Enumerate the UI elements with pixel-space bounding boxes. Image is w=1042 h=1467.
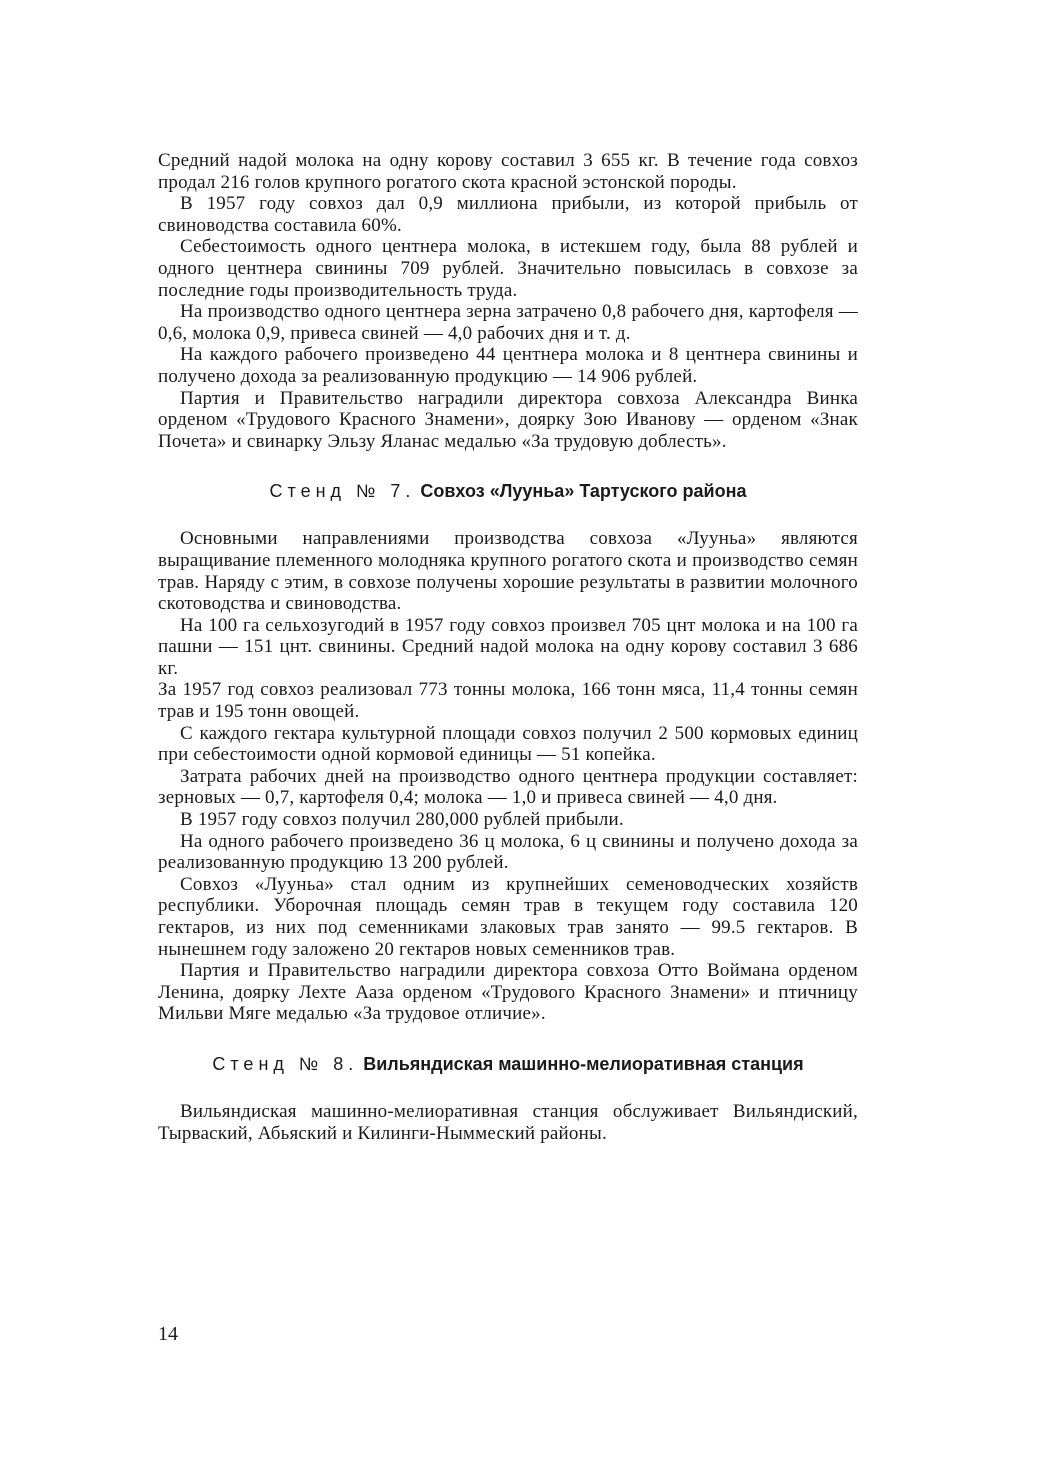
paragraph: Основными направлениями производства совхоза «Лууньа» являются выращивание племенного молодняка крупного рогатого скота и производство семян трав. Наряду с этим, в совхозе получены хорошие результаты в развитии молочного скотоводства и свиноводства.	[158, 528, 858, 615]
paragraph: Средний надой молока на одну корову составил 3 655 кг. В течение года совхоз продал 216 голов крупного рогатого скота красной эстонской породы.	[158, 150, 858, 193]
paragraph: В 1957 году совхоз дал 0,9 миллиона прибыли, из которой прибыль от свиноводства составила 60%.	[158, 193, 858, 236]
paragraph: На производство одного центнера зерна затрачено 0,8 рабочего дня, картофеля — 0,6, молока 0,9, привеса свиней — 4,0 рабочих дня и т. д.	[158, 301, 858, 344]
text-block	[158, 150, 858, 1144]
heading-prefix: Стенд № 8.	[212, 1053, 359, 1074]
paragraph: На каждого рабочего произведено 44 центнера молока и 8 центнера свинины и получено дохода за реализованную продукцию — 14 906 рублей.	[158, 344, 858, 387]
page-number: 14	[158, 1323, 178, 1345]
paragraph: Затрата рабочих дней на производство одного центнера продукции составляет: зерновых — 0,7, картофеля 0,4; молока — 1,0 и привеса свиней — 4,0 дня.	[158, 765, 858, 809]
paragraph: Вильяндиская машинно-мелиоративная станция обслуживает Вильяндиский, Тырваский, Абьяский и Килинги-Ныммеский районы.	[158, 1100, 858, 1144]
heading-title: Вильяндиская машинно-мелиоративная станция	[363, 1053, 804, 1074]
paragraph: С каждого гектара культурной площади совхоз получил 2 500 кормовых единиц при себестоимости одной кормовой единицы — 51 копейка.	[158, 722, 858, 766]
paragraph: Партия и Правительство наградили директора совхоза Александра Винка орденом «Трудового Красного Знамени», доярку Зою Иванову — орденом «Знак Почета» и свинарку Эльзу Яланас медалью «За трудовую доблесть».	[158, 387, 858, 452]
paragraph: Себестоимость одного центнера молока, в истекшем году, была 88 рублей и одного центнера свинины 709 рублей. Значительно повысилась в совхозе за последние годы производительность труда.	[158, 236, 858, 301]
paragraph: За 1957 год совхоз реализовал 773 тонны молока, 166 тонн мяса, 11,4 тонны семян трав и 195 тонн овощей.	[158, 679, 858, 723]
paragraph: На 100 га сельхозугодий в 1957 году совхоз произвел 705 цнт молока и на 100 га пашни — 151 цнт. свинины. Средний надой молока на одну корову составил 3 686 кг.	[158, 614, 858, 679]
paragraph: В 1957 году совхоз получил 280,000 рублей прибыли.	[180, 809, 624, 831]
heading-prefix: Стенд № 7.	[269, 481, 416, 502]
section-heading	[158, 480, 858, 502]
heading-title: Совхоз «Лууньа» Тартуского района	[420, 481, 747, 502]
section-heading	[158, 1053, 858, 1075]
paragraph: На одного рабочего произведено 36 ц молока, 6 ц свинины и получено дохода за реализованную продукцию 13 200 рублей.	[158, 830, 858, 874]
paragraph: Партия и Правительство наградили директора совхоза Отто Воймана орденом Ленина, доярку Лехте Ааза орденом «Трудового Красного Знамени» и птичницу Мильви Мяге медалью «За трудовое отличие».	[158, 960, 858, 1025]
paragraph: Совхоз «Лууньа» стал одним из крупнейших семеноводческих хозяйств республики. Уборочная площадь семян трав в текущем году составила 120 гектаров, из них под семенниками злаковых трав занято — 99.5 гектаров. В нынешнем году заложено 20 гектаров новых семенников трав.	[158, 873, 858, 960]
